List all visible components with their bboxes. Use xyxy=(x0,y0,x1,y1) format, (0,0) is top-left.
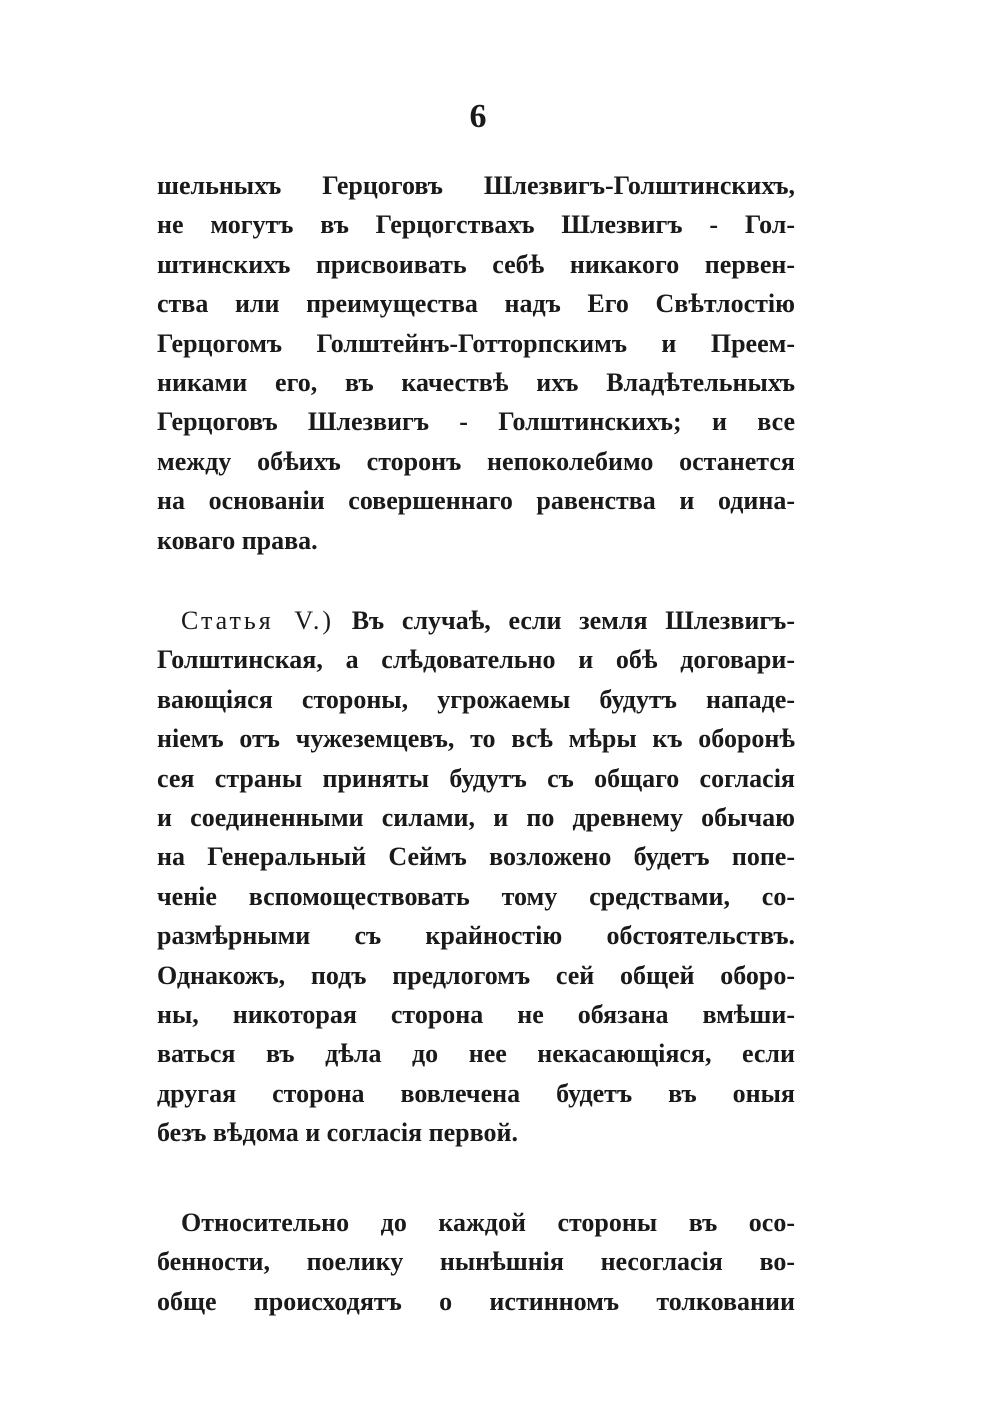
text-line: ства или преимущества надъ Его Свѣтлостію xyxy=(157,289,795,319)
paragraph-2-article-v xyxy=(157,601,795,1152)
text-line: между обѣихъ сторонъ непоколебимо останется xyxy=(157,446,795,476)
text-line: ніемъ отъ чужеземцевъ, то всѣ мѣры къ оборонѣ xyxy=(157,724,795,754)
text-line-content: Въ случаѣ, если земля Шлезвигъ- xyxy=(351,606,796,635)
text-line: размѣрными съ крайностію обстоятельствъ. xyxy=(157,921,795,951)
text-line: ны, никоторая сторона не обязана вмѣши- xyxy=(157,999,795,1029)
text-line: ченіе вспомоществовать тому средствами, со- xyxy=(157,881,795,911)
text-line: на Генеральный Сеймъ возложено будетъ попе- xyxy=(157,842,795,872)
text-line: ваться въ дѣла до нее некасающіяся, если xyxy=(157,1039,795,1069)
text-line: штинскихъ присвоивать себѣ никакого первен- xyxy=(157,249,795,279)
paragraph-3 xyxy=(157,1203,795,1321)
text-line: вающіяся стороны, угрожаемы будутъ нападе- xyxy=(157,684,795,714)
article-heading: Статья V.) xyxy=(181,606,335,635)
text-line: другая сторона вовлечена будетъ въ оныя xyxy=(157,1078,795,1108)
text-line: никами его, въ качествѣ ихъ Владѣтельныхъ xyxy=(157,367,795,397)
text-line xyxy=(157,601,795,640)
text-line: бенности, поелику нынѣшнія несогласія во- xyxy=(157,1247,795,1277)
text-line: безъ вѣдома и согласія первой. xyxy=(157,1118,518,1148)
text-line: Относительно до каждой стороны въ осо- xyxy=(181,1208,795,1237)
paragraph-1 xyxy=(157,166,795,560)
text-line: Герцоговъ Шлезвигъ - Голштинскихъ; и все xyxy=(157,407,795,437)
page-number: 6 xyxy=(469,98,487,135)
text-line: на основаніи совершеннаго равенства и одина- xyxy=(157,486,795,516)
text-line: и соединенными силами, и по древнему обычаю xyxy=(157,802,795,832)
text-line: обще происходятъ о истинномъ толковании xyxy=(157,1286,795,1316)
text-line: Голштинская, а слѣдовательно и обѣ договари- xyxy=(157,645,795,675)
text-line: не могутъ въ Герцогствахъ Шлезвигъ - Гол- xyxy=(157,210,795,240)
text-line: Герцогомъ Голштейнъ-Готторпскимъ и Преем- xyxy=(157,328,795,358)
text-line: Однакожъ, подъ предлогомъ сей общей оборо- xyxy=(157,960,795,990)
text-line: коваго права. xyxy=(157,525,318,555)
text-line: шельныхъ Герцоговъ Шлезвигъ-Голштинскихъ, xyxy=(157,171,795,200)
text-line: сея страны приняты будутъ съ общаго согласія xyxy=(157,763,795,793)
